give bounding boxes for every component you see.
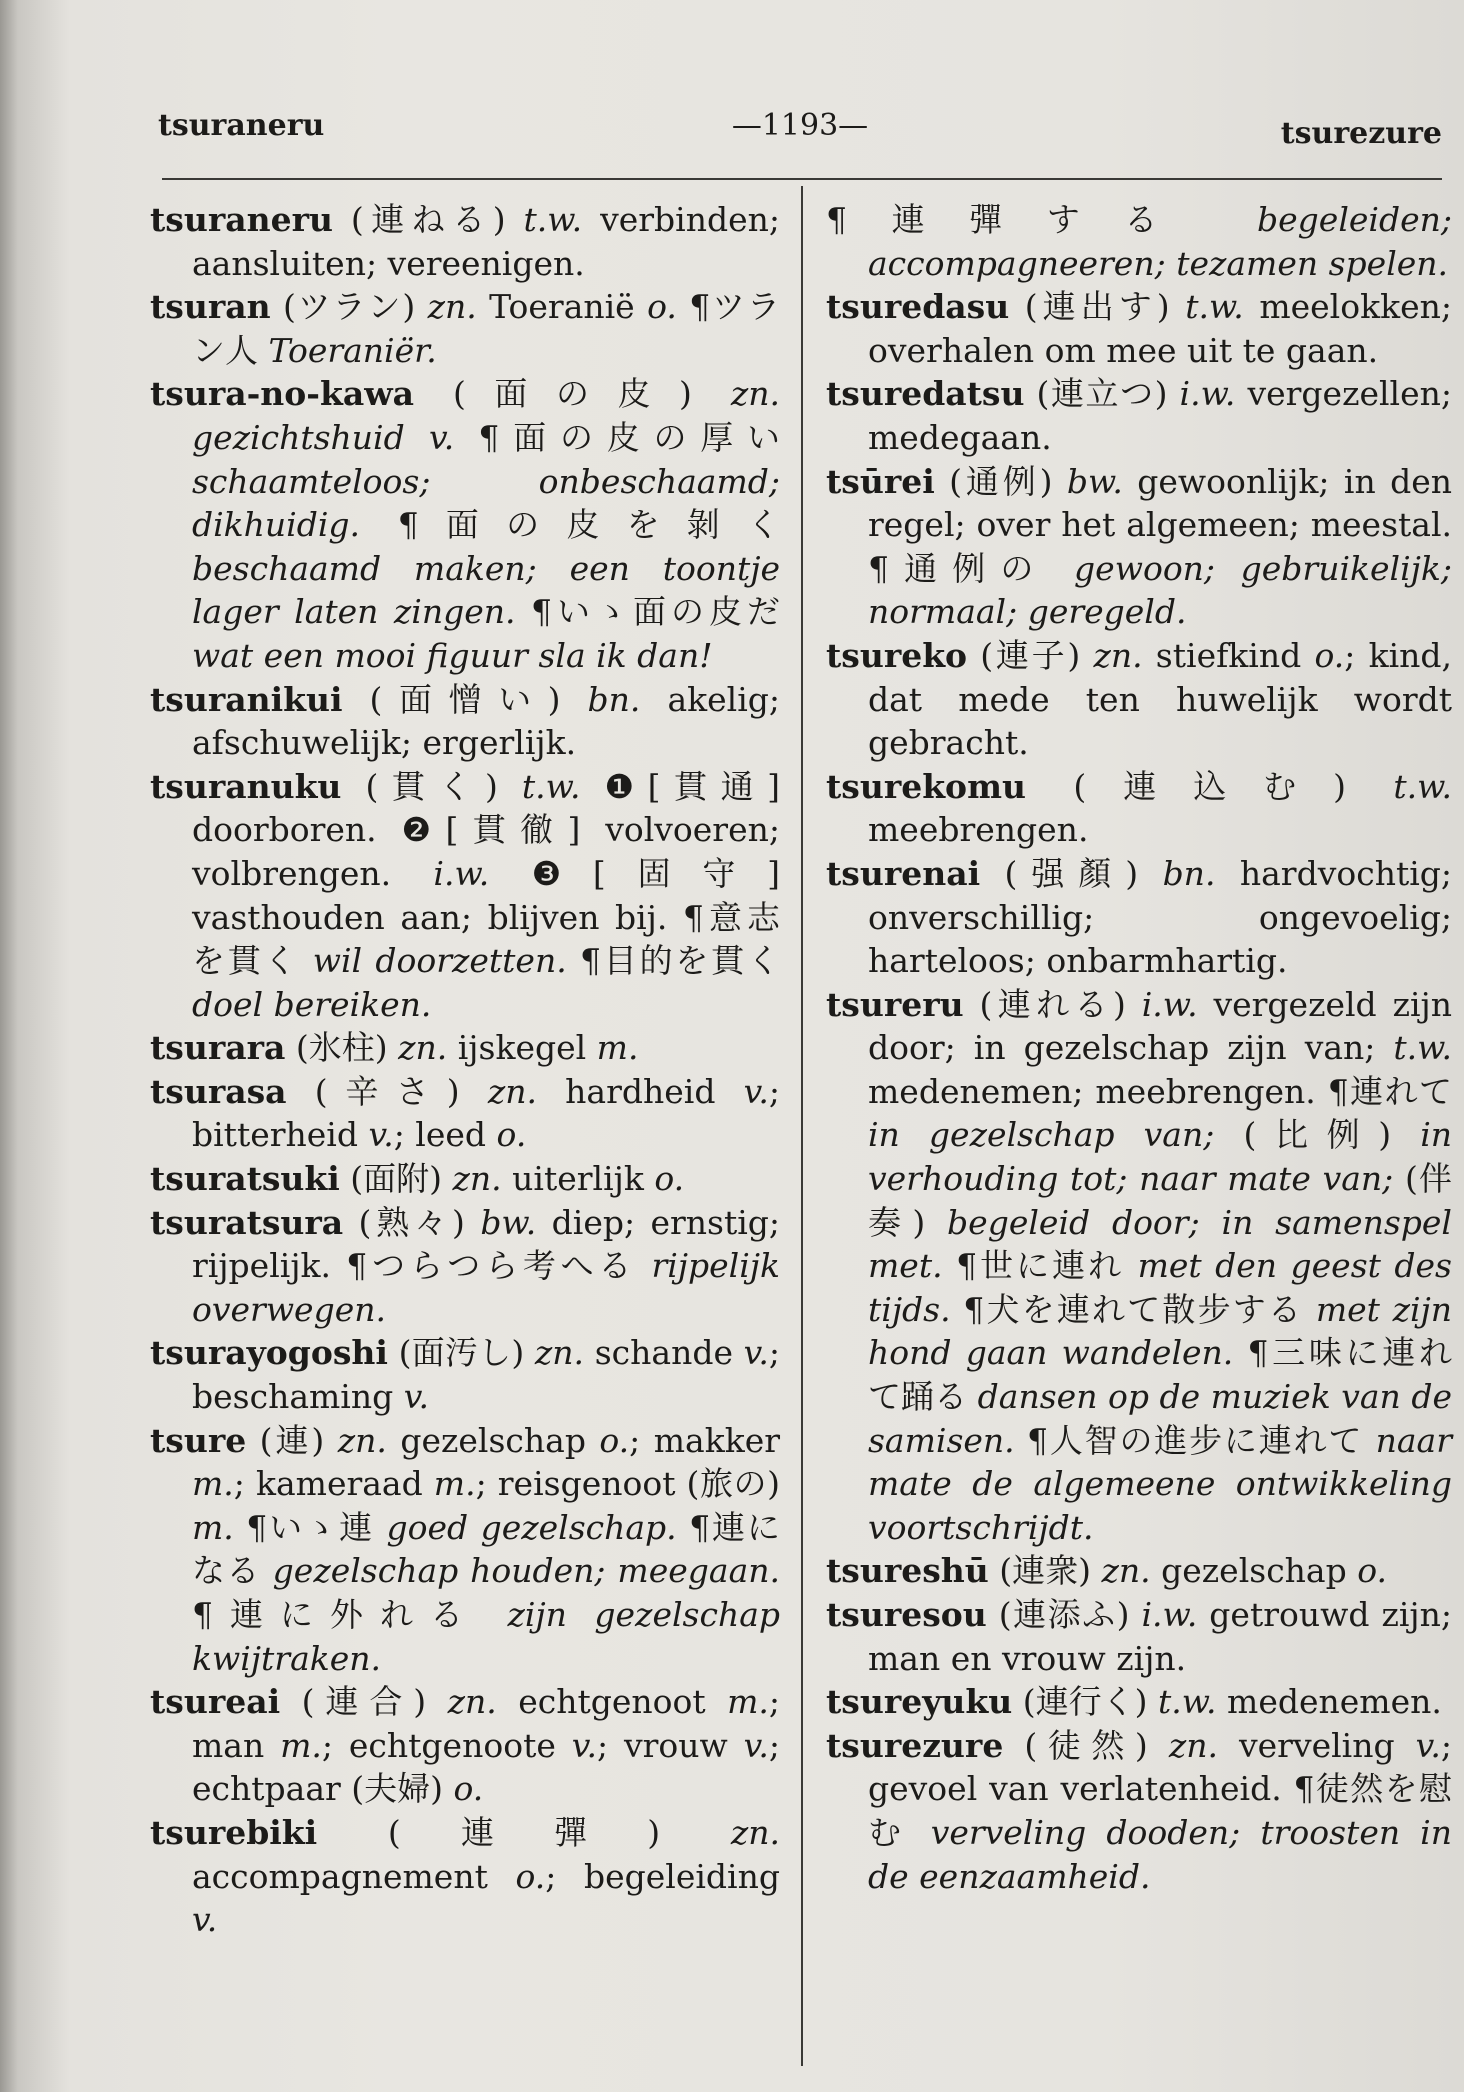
italic-text: zn. <box>487 1071 537 1111</box>
column-divider <box>801 186 803 2066</box>
entry-text: (連子) <box>967 635 1094 675</box>
entry-text: gezelschap <box>1150 1551 1358 1591</box>
dictionary-entry <box>150 372 780 677</box>
italic-text: o. <box>1314 635 1345 675</box>
italic-text: zn. <box>1101 1551 1151 1591</box>
entry-text: ; gevoel van verlatenheid. ¶徒然を慰む <box>868 1725 1452 1852</box>
headword: tsurasa <box>150 1071 287 1111</box>
headword: tsuratsuki <box>150 1159 340 1199</box>
italic-text: doel bereiken. <box>192 984 432 1024</box>
entry-text: (連立つ) <box>1024 374 1180 414</box>
header-rule <box>162 178 1442 180</box>
italic-text: beschaamd maken; een toontje lager laten zingen. <box>192 548 780 632</box>
dictionary-entry <box>150 1331 780 1418</box>
italic-text: m. <box>280 1725 322 1765</box>
entry-text: (連込む) <box>1025 766 1394 806</box>
entry-text: (連行く) <box>1012 1682 1158 1722</box>
italic-text: v. <box>403 1377 429 1417</box>
entry-text: ; echtpaar (夫婦) <box>192 1725 780 1809</box>
italic-text: schaamteloos; onbeschaamd; dikhuidig. <box>192 461 780 545</box>
entry-text: ❶[貫通] doorboren. ❷[貫徹] volvoeren; volbrengen. <box>192 766 781 893</box>
entry-text: stiefkind <box>1142 635 1315 675</box>
entry-text: meelokken; overhalen om mee uit te gaan. <box>868 287 1452 370</box>
italic-text: wil doorzetten. <box>312 941 567 981</box>
dictionary-entry <box>150 1026 780 1070</box>
dictionary-entry <box>826 285 1452 372</box>
headword: tsura-no-kawa <box>150 374 415 414</box>
entry-text: ; beschaming <box>192 1333 781 1417</box>
headword: tsurebiki <box>150 1812 318 1852</box>
entry-text: gezelschap <box>386 1420 600 1460</box>
right-guide-word: tsurezure <box>1280 116 1442 151</box>
italic-text: m. <box>192 1507 234 1547</box>
headword: tsureru <box>826 984 964 1024</box>
entry-text: ; begeleiding <box>545 1856 780 1896</box>
italic-text: bw. <box>1066 461 1123 501</box>
headword: tsuraneru <box>150 200 333 239</box>
italic-text: o. <box>515 1856 546 1896</box>
entry-text: (連彈) <box>317 1812 731 1852</box>
italic-text: zn. <box>452 1159 502 1199</box>
entry-text: uiterlijk <box>501 1159 655 1199</box>
italic-text: o. <box>1357 1551 1387 1591</box>
entry-text: (連出す) <box>1009 287 1186 327</box>
entry-text: ¶連になる <box>192 1507 780 1591</box>
entry-text: ijskegel <box>447 1028 597 1068</box>
italic-text: t.w. <box>1157 1682 1217 1722</box>
entry-text: ❸[固守] vasthouden aan; blijven bij. ¶意志を貫く <box>192 853 780 981</box>
italic-text: o. <box>496 1115 527 1155</box>
entry-text: ¶面の皮を剝く <box>360 505 780 545</box>
italic-text: t.w. <box>521 766 581 806</box>
headword: tsuranuku <box>150 766 342 806</box>
headword: tsūrei <box>826 461 935 501</box>
italic-text: begeleiden; accompagneeren; tezamen spelen. <box>868 200 1452 283</box>
headword: tsureshū <box>826 1551 989 1591</box>
dictionary-entry <box>826 634 1452 765</box>
entry-text: diep; ernstig; rijpelijk. ¶つらつら考へる <box>192 1202 781 1286</box>
entry-text: medenemen. <box>1216 1682 1442 1722</box>
headword: tsureko <box>826 635 968 675</box>
entry-text: ¶連彈する <box>826 200 1258 239</box>
entry-text: ¶いゝ面の皮だ <box>515 592 780 632</box>
dictionary-entry <box>150 678 780 765</box>
headword: tsurayogoshi <box>150 1333 388 1373</box>
dictionary-entry <box>826 1549 1452 1593</box>
entry-text: ¶人智の進步に連れて <box>1014 1420 1376 1460</box>
entry-text: (連れる) <box>963 984 1142 1024</box>
italic-text: i.w. <box>433 853 490 893</box>
italic-text: m. <box>433 1464 476 1504</box>
entry-text: (熟々) <box>343 1202 481 1242</box>
italic-text: zn. <box>337 1420 387 1460</box>
entry-text: (氷柱) <box>285 1028 399 1068</box>
dictionary-entry <box>826 1724 1452 1898</box>
headword: tsuratsura <box>150 1202 344 1242</box>
dictionary-entry <box>150 1811 780 1942</box>
italic-text: in verhouding tot; naar mate van; <box>868 1115 1452 1199</box>
entry-text: vergezeld zijn door; in gezelschap zijn van; <box>868 984 1452 1068</box>
entry-text: ¶面の皮の厚い <box>454 417 780 457</box>
entry-text: (面汚し) <box>387 1333 535 1373</box>
italic-text: t.w. <box>1185 287 1244 327</box>
italic-text: zn. <box>1093 635 1143 675</box>
dictionary-entry <box>150 1680 780 1811</box>
headword: tsureyuku <box>826 1682 1013 1722</box>
entry-text: (面憎い) <box>342 679 588 719</box>
italic-text: met den geest des tijds. <box>868 1246 1452 1329</box>
dictionary-entry <box>150 198 780 285</box>
italic-text: zn. <box>447 1682 497 1722</box>
italic-text: bn. <box>587 679 641 719</box>
entry-text: (强顏) <box>980 853 1163 893</box>
italic-text: rijpelijk overwegen. <box>192 1246 780 1329</box>
italic-text: zijn gezelschap kwijtraken. <box>192 1595 780 1678</box>
italic-text: zn. gezichtshuid v. <box>192 374 780 457</box>
dictionary-entry <box>150 1201 780 1332</box>
italic-text: zn. <box>427 287 477 327</box>
entry-text: ; echtgenoote <box>321 1725 572 1765</box>
entry-text: echtgenoot <box>496 1682 728 1722</box>
entry-text: getrouwd zijn; man en vrouw zijn. <box>868 1595 1452 1678</box>
italic-text: v. <box>1415 1725 1441 1765</box>
entry-text: ; kameraad <box>233 1464 434 1504</box>
page-number: —1193— <box>731 108 869 143</box>
italic-text: v. <box>743 1333 769 1373</box>
entry-text: ¶連に外れる <box>192 1595 508 1634</box>
italic-text: bn. <box>1162 853 1216 893</box>
running-header <box>158 108 1442 158</box>
entry-text: accompagnement <box>192 1856 516 1896</box>
entry-text: (辛さ) <box>286 1071 488 1111</box>
entry-text: ; leed <box>393 1115 497 1155</box>
entry-text: (連合) <box>280 1682 448 1722</box>
dictionary-entry <box>150 765 780 1027</box>
headword: tsuredatsu <box>826 374 1025 414</box>
italic-text: i.w. <box>1141 984 1198 1024</box>
italic-text: zn. <box>1168 1725 1218 1765</box>
entry-text: (比例) <box>1214 1115 1421 1155</box>
entry-text: (ツラン) <box>270 287 428 327</box>
italic-text: verveling dooden; troosten in de eenzaamheid. <box>868 1812 1452 1896</box>
entry-text: hardvochtig; onverschillig; ongevoelig; harteloos; onbarmhartig. <box>868 853 1453 981</box>
italic-text: t.w. <box>1393 1028 1452 1068</box>
italic-text: v. <box>571 1725 597 1765</box>
dictionary-entry <box>150 1419 780 1681</box>
italic-text: met zijn hond gaan wandelen. <box>868 1289 1452 1373</box>
entry-text: (連ねる) <box>332 200 524 239</box>
italic-text: o. <box>453 1769 484 1809</box>
headword: tsurara <box>150 1028 286 1068</box>
entry-text: (伴奏) <box>868 1159 1452 1242</box>
italic-text: o. <box>654 1159 685 1199</box>
headword: tsuresou <box>826 1595 987 1634</box>
italic-text: goed gezelschap. <box>386 1507 677 1547</box>
entry-text: akelig; afschuwelijk; ergerlijk. <box>192 679 780 763</box>
entry-text: ; bitterheid <box>192 1071 780 1155</box>
italic-text: m. <box>192 1464 234 1504</box>
dictionary-entry <box>826 460 1452 634</box>
entry-text: medenemen; meebrengen. ¶連れて <box>868 1071 1452 1111</box>
italic-text: t.w. <box>523 200 583 239</box>
entry-text: meebrengen. <box>868 810 1089 850</box>
entry-text: schande <box>584 1333 744 1373</box>
italic-text: v. <box>192 1900 218 1940</box>
headword: tsure <box>150 1420 247 1460</box>
italic-text: wat een mooi figuur sla ik dan! <box>192 635 713 675</box>
italic-text: o. <box>647 287 677 327</box>
dictionary-entry <box>826 765 1452 852</box>
italic-text: zn. <box>534 1333 585 1373</box>
entry-text: verbinden; aansluiten; vereenigen. <box>192 200 780 283</box>
entry-text: ¶犬を連れて散步する <box>950 1289 1316 1329</box>
italic-text: v. <box>743 1071 769 1111</box>
entry-text: (面附) <box>339 1159 453 1199</box>
left-guide-word: tsuraneru <box>158 108 325 143</box>
entry-text: ; kind, dat mede ten huwelijk wordt gebracht. <box>868 635 1452 763</box>
dictionary-entry <box>826 198 1452 285</box>
entry-text: ; reisgenoot (旅の) <box>475 1464 781 1504</box>
entry-text: (徒然) <box>1003 1725 1169 1765</box>
headword: tsurenai <box>826 853 981 893</box>
right-column <box>826 198 1452 1898</box>
italic-text: o. <box>599 1420 630 1460</box>
entry-text: hardheid <box>536 1071 744 1111</box>
entry-text: gewoonlijk; in den regel; over het algemeen; meestal. ¶通例の <box>868 461 1452 588</box>
entry-text: ; vrouw <box>596 1725 744 1765</box>
headword: tsuranikui <box>150 679 343 719</box>
italic-text: v. <box>743 1725 769 1765</box>
headword: tsuran <box>150 287 271 327</box>
entry-text: (連衆) <box>988 1551 1102 1591</box>
entry-text: ; man <box>192 1682 780 1765</box>
italic-text: m. <box>596 1028 639 1068</box>
entry-text: (通例) <box>934 461 1067 501</box>
headword: tsurekomu <box>826 766 1026 806</box>
italic-text: Toeraniër. <box>268 330 437 370</box>
headword: tsurezure <box>826 1725 1004 1765</box>
dictionary-entry <box>826 1593 1452 1680</box>
italic-text: gezelschap houden; meegaan. <box>272 1551 780 1591</box>
headword: tsuredasu <box>826 287 1010 327</box>
italic-text: begeleid door; in samenspel met. <box>868 1202 1452 1286</box>
entry-text: ¶ツラン人 <box>192 287 780 370</box>
entry-text: ¶三味に連れて踊る <box>868 1333 1452 1417</box>
entry-text: (貫く) <box>341 766 522 806</box>
italic-text: dansen op de muziek van de samisen. <box>868 1377 1452 1460</box>
italic-text: zn. <box>730 1812 780 1852</box>
dictionary-entry <box>150 1157 780 1201</box>
dictionary-entry <box>826 372 1452 459</box>
italic-text: in gezelschap van; <box>868 1115 1215 1155</box>
italic-text: gewoon; gebruikelijk; normaal; geregeld. <box>868 548 1452 632</box>
italic-text: m. <box>727 1682 769 1722</box>
italic-text: i.w. <box>1179 374 1236 414</box>
italic-text: i.w. <box>1141 1595 1198 1634</box>
entry-text: vergezellen; medegaan. <box>868 374 1452 457</box>
left-column <box>150 198 780 1942</box>
headword: tsureai <box>150 1682 281 1722</box>
italic-text: t.w. <box>1393 766 1452 806</box>
entry-text: verveling <box>1217 1725 1416 1765</box>
italic-text: naar mate de algemeene ontwikkeling voortschrijdt. <box>868 1420 1452 1547</box>
dictionary-entry <box>826 1680 1452 1724</box>
entry-text: ¶目的を貫く <box>566 941 780 981</box>
entry-text: ; makker <box>629 1420 780 1460</box>
italic-text: bw. <box>480 1202 537 1242</box>
italic-text: zn. <box>398 1028 448 1068</box>
entry-text: (連) <box>246 1420 338 1460</box>
dictionary-entry <box>150 1070 780 1157</box>
entry-text: (面の皮) <box>414 374 731 414</box>
dictionary-entry <box>150 285 780 372</box>
entry-text: Toeranië <box>476 287 648 327</box>
dictionary-entry <box>826 852 1452 983</box>
entry-text: ¶世に連れ <box>942 1246 1138 1286</box>
entry-text: ¶いゝ連 <box>233 1507 387 1547</box>
entry-text: (連添ふ) <box>986 1595 1142 1634</box>
italic-text: v. <box>368 1115 394 1155</box>
dictionary-entry <box>826 983 1452 1550</box>
